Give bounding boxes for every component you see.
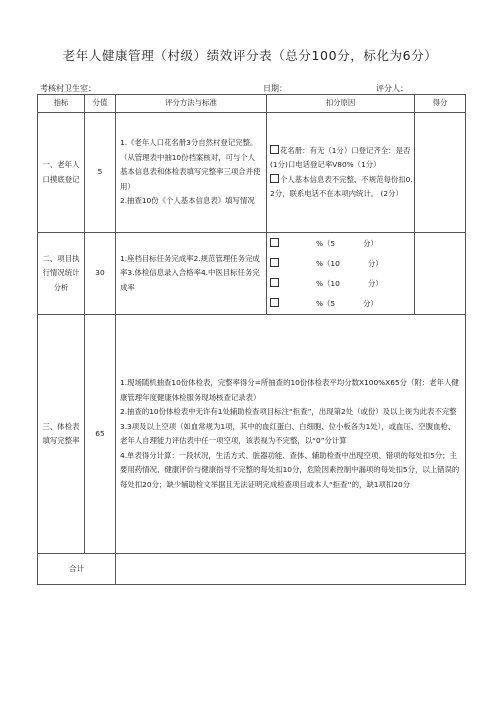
row2-method: 1.座档目标任务完成率2.规范管理任务完成率3.体检信息录入合格率4.中医目标任务完成率 xyxy=(116,233,267,315)
row2-indicator: 二、项目执行情况统计分析 xyxy=(38,233,85,315)
date-label: 日期： xyxy=(263,84,287,93)
row3-method-line: 2.抽查的10份体检表中无许有1处辅助检查项目标注“拒查”，出现第2处（或份）及以上视为此表不完整 xyxy=(120,407,457,416)
total-value[interactable] xyxy=(116,554,466,585)
header-score: 分值 xyxy=(85,95,116,113)
row3-method xyxy=(116,315,466,554)
row3-method-line: 4.单表得分计算：一段状况，生活方式、脏器功能、查体、辅助检查中出现空项、错项的每处扣5分；主要用药情况、健康评价与健康指导不完整的每处扣10分，危险因素控制中漏项的每处扣5分，以上错误的每处扣20分；缺少辅助检文举据且无法证明完成检查项目或本人“拒查''的，缺1项扣20分 xyxy=(120,450,460,489)
table-header-row xyxy=(38,95,466,113)
table-total-row xyxy=(38,554,466,585)
row1-method-line: 1.《老年人口花名册3分自然村登记完整。（从管理表中抽10份档案核对，可与个人基本信息表和体检表填写完整率三项合并使用） xyxy=(120,138,261,191)
row1-method-line: 2.抽查10份《个人基本信息表》填写情况 xyxy=(120,196,255,206)
row3-indicator: 三、体检表填写完整率 xyxy=(38,315,85,554)
row3-method-line: 1.现场随机抽查10份体检表，完整率得分=所抽查的10份体检表平均分数X100%X65分（附：老年人健康管理年度健康体检服务现场核查记录表） xyxy=(120,378,459,402)
row1-reason xyxy=(267,113,415,233)
checkbox-icon[interactable] xyxy=(270,278,279,287)
header-indicator: 指标 xyxy=(38,95,85,113)
row2-result[interactable] xyxy=(415,233,466,315)
option-item: %（5 分） xyxy=(270,294,413,314)
checkbox-icon[interactable] xyxy=(270,238,279,247)
row3-method-line: 3.3项及以上空项（如血常规为1项，其中的血红蛋白、白细胞、位小板各为1处），或血压、空腹血枪、老年人自理能力评估表中任一项空项，该表视为不完整，以“0”分计算 xyxy=(120,421,456,445)
reason-item: 个人基本信息表不完整、不规范每份扣0.2分，联系电话不在本项内统计。 (2分） xyxy=(270,174,413,198)
row1-indicator: 一、老年人口摸底登记 xyxy=(38,113,85,233)
checkbox-icon[interactable] xyxy=(270,258,279,267)
header-reason: 扣分原因 xyxy=(267,95,415,113)
row1-score: 5 xyxy=(85,113,116,233)
header-method: 评分方法与标准 xyxy=(116,95,267,113)
table-row xyxy=(38,233,466,315)
table-row xyxy=(38,315,466,554)
option-item: %（5 分） xyxy=(270,234,413,254)
page-title: 老年人健康管理（村级）绩效评分表（总分100分，标化为6分） xyxy=(62,48,438,63)
checkbox-icon[interactable] xyxy=(270,145,279,154)
row2-score: 30 xyxy=(85,233,116,315)
clinic-label: 考核村卫生室： xyxy=(40,84,96,93)
table-row xyxy=(38,113,466,233)
checkbox-icon[interactable] xyxy=(270,174,279,183)
assessor-label: 评分人： xyxy=(376,84,408,93)
option-item: %（10 分） xyxy=(270,254,413,274)
score-table xyxy=(37,94,466,585)
option-item: %（10 分） xyxy=(270,274,413,294)
header-result: 得分 xyxy=(415,95,466,113)
total-label: 合计 xyxy=(38,554,116,585)
row2-options xyxy=(267,233,415,315)
row1-method xyxy=(116,113,267,233)
row1-result[interactable] xyxy=(415,113,466,233)
row3-score: 65 xyxy=(85,315,116,554)
checkbox-icon[interactable] xyxy=(270,298,279,307)
reason-item: 花名册：有无（1分）口登记齐全：是否(1分)口电话登记率V80%（1分） xyxy=(270,145,411,169)
